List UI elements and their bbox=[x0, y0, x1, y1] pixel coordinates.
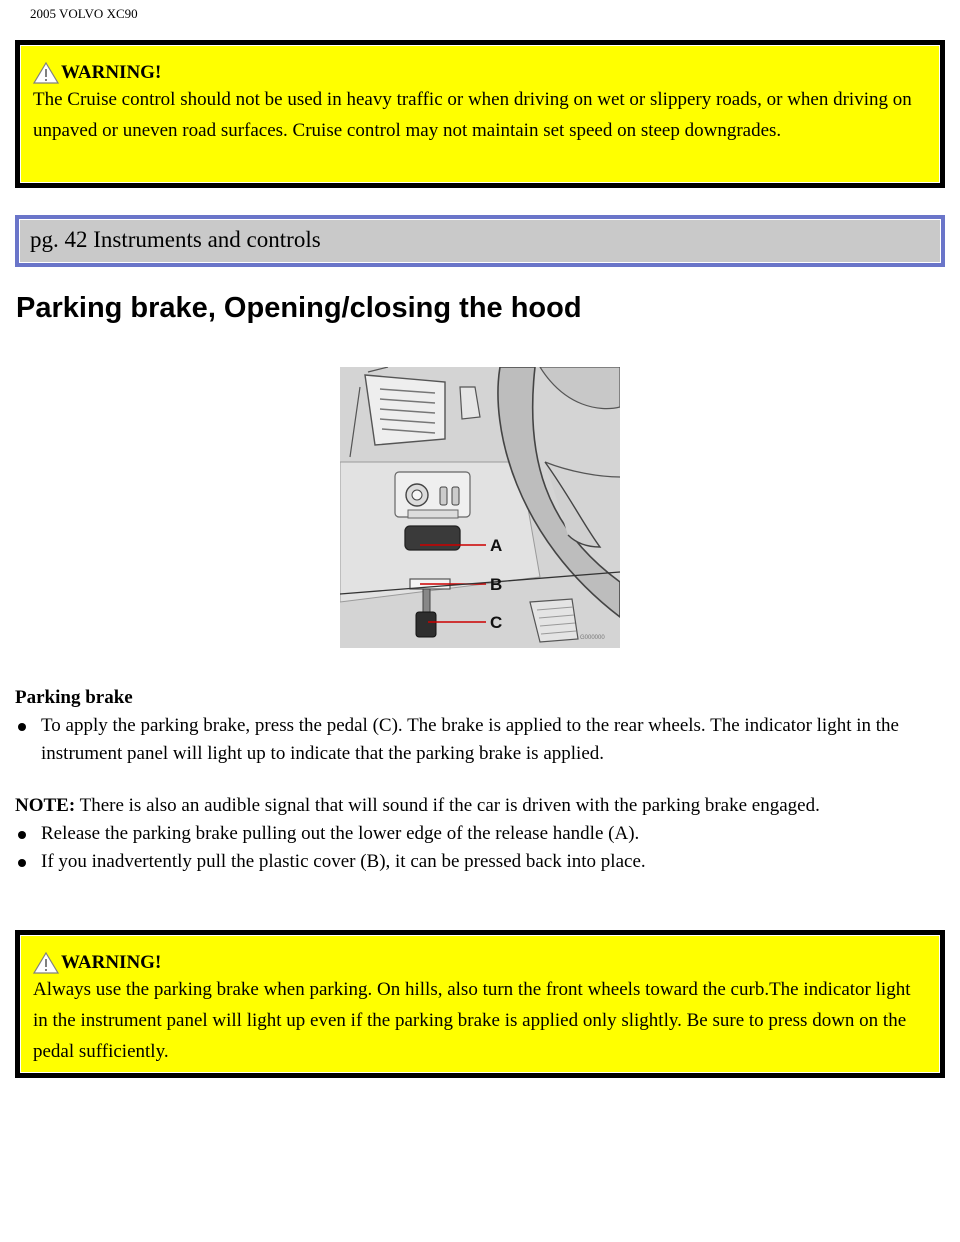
page-banner bbox=[15, 215, 945, 267]
document-header-title: 2005 VOLVO XC90 bbox=[30, 6, 138, 21]
warning-triangle-icon bbox=[33, 952, 59, 974]
figure-code: G000000 bbox=[580, 635, 605, 641]
parking-brake-illustration bbox=[340, 367, 620, 648]
bullet-icon bbox=[18, 831, 26, 839]
bullet-text-apply: To apply the parking brake, press the pedal (C). The brake is applied to the rear wheels. The indicator light in the instrument panel will light up to indicate that the parking brake is applied. bbox=[41, 715, 899, 764]
list-item bbox=[15, 820, 945, 848]
bullet-text-release: Release the parking brake pulling out the lower edge of the release handle (A). bbox=[41, 823, 640, 844]
bullet-icon bbox=[18, 859, 26, 867]
bullet-icon bbox=[18, 723, 26, 731]
parking-brake-subheading: Parking brake bbox=[15, 687, 133, 708]
list-item bbox=[15, 848, 945, 876]
warning-title: WARNING! bbox=[61, 952, 162, 973]
dashboard-diagram bbox=[340, 367, 620, 648]
page-banner-label: pg. 42 Instruments and controls bbox=[19, 219, 941, 263]
parking-brake-section bbox=[15, 684, 945, 876]
figure-label-b: B bbox=[490, 575, 503, 594]
figure-label-a: A bbox=[490, 536, 503, 555]
warning-box-cruise bbox=[15, 40, 945, 188]
warning-title: WARNING! bbox=[61, 62, 162, 83]
warning-text: The Cruise control should not be used in heavy traffic or when driving on wet or slippery roads, or when driving on unpaved or uneven road surfaces. Cruise control may not maintain set speed on steep downgrades. bbox=[33, 89, 912, 141]
warning-text: Always use the parking brake when parking. On hills, also turn the front wheels toward the curb.The indicator light in the instrument panel will light up even if the parking brake is applied only slightly. Be sure to press down on the pedal sufficiently. bbox=[33, 979, 911, 1062]
bullet-text-cover: If you inadvertently pull the plastic cover (B), it can be pressed back into place. bbox=[41, 851, 646, 872]
warning-triangle-icon bbox=[33, 62, 59, 84]
figure-label-c: C bbox=[490, 613, 503, 632]
note-paragraph bbox=[15, 792, 945, 820]
list-item bbox=[15, 712, 945, 768]
warning-box-parking bbox=[15, 930, 945, 1078]
note-text: There is also an audible signal that will sound if the car is driven with the parking brake engaged. bbox=[75, 795, 820, 816]
note-label: NOTE: bbox=[15, 795, 76, 816]
section-heading: Parking brake, Opening/closing the hood bbox=[16, 292, 582, 324]
